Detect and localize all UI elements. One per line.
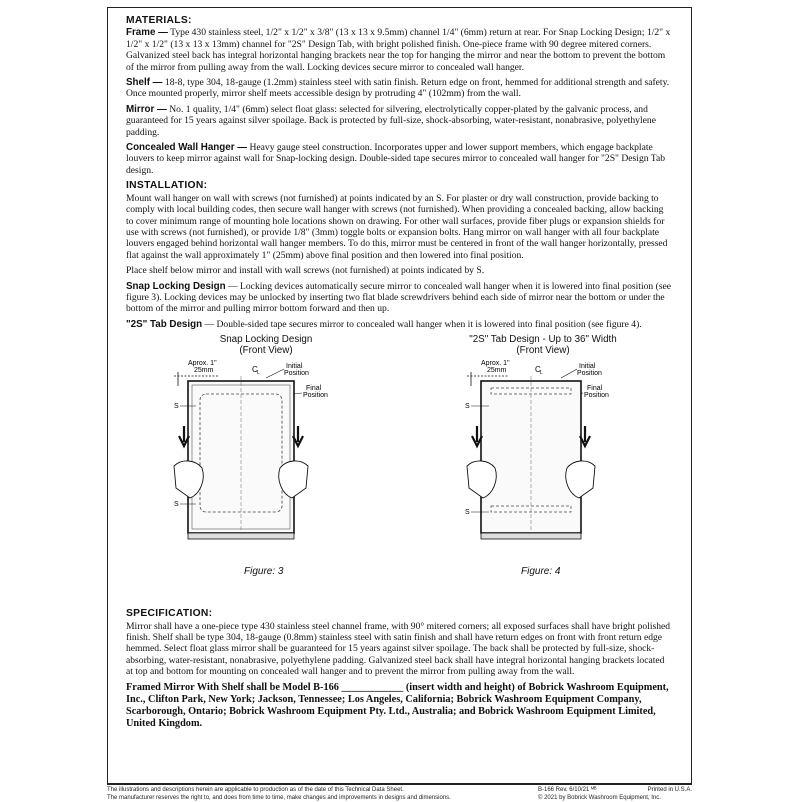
footer-copyright: © 2021 by Bobrick Washroom Equipment, Inc.	[538, 795, 692, 802]
tab-paragraph	[126, 319, 673, 330]
tab-label: "2S" Tab Design	[126, 319, 202, 330]
snap-label: Snap Locking Design	[126, 281, 226, 292]
fig3-aprox1: Aprox. 1"	[188, 360, 217, 367]
hanger-label: Concealed Wall Hanger —	[126, 142, 247, 153]
fig4-final1: Final	[587, 385, 603, 392]
fig3-initial1: Initial	[286, 363, 303, 370]
fig3-s-top: S	[174, 403, 179, 410]
fig4-title-1: "2S" Tab Design - Up to 36" Width	[443, 334, 643, 345]
installation-paragraph-1: Mount wall hanger on wall with screws (not furnished) at points indicated by an S. For plaster or dry wall construction, provide backing to comply with local building codes, then secure wall hanger with screws (not furnished). When providing a concealed backing, allow backing to cover minimum range of mounting hole locations shown on drawing. For other wall surfaces, provide fiber plugs or expansion shields for use with screws (not furnished), or provide 1/8" (3mm) toggle bolts or expansion bolts. Hang mirror on wall hanger with all four backplate louvers engaged behind horizontal wall hanger members. To do this, mirror must be centered in front of the wall hanger horizontally, pressed flat against the wall approximately 1" (25mm) above final position and then lowered into final position.	[126, 193, 673, 261]
fig4-s-top: S	[465, 403, 470, 410]
footer-rev-sup: ᴹᴮ	[591, 787, 597, 793]
footer-printed: Printed in U.S.A.	[648, 787, 692, 795]
fig3-title-2: (Front View)	[166, 345, 366, 356]
figure-4	[443, 334, 643, 556]
installation-heading: INSTALLATION:	[126, 180, 673, 191]
fig3-final1: Final	[306, 385, 322, 392]
fig3-drawing	[166, 356, 366, 556]
installation-paragraph-2: Place shelf below mirror and install with wall screws (not furnished) at points indicated by S.	[126, 265, 673, 276]
shelf-label: Shelf —	[126, 77, 162, 88]
fig4-title-2: (Front View)	[443, 345, 643, 356]
footer-left-line-1: The illustrations and descriptions herein are applicable to production as of the date of this Technical Data Sheet.	[107, 787, 451, 795]
fig3-cl: C	[252, 365, 258, 374]
fig3-cl-sub: L	[257, 370, 260, 376]
figures-area	[126, 334, 673, 606]
fig4-drawing	[443, 356, 643, 556]
footer-rev-line	[538, 787, 692, 795]
specification-text: Mirror shall have a one-piece type 430 stainless steel channel frame, with 90° mitered corners; all exposed surfaces shall have bright polished finish. Shelf shall be type 304, 18-gauge (0.8mm) stainless steel with satin finish and shall have return edges on front with front return edge hemmed. Select float glass mirror shall be guaranteed for 15 years against silver spoilage. The back shall be protected by full-size, shock-absorbing, water-resistant, nonabrasive, polyethylene padding. Galvanized steel back shall have integral horizontal hanging brackets located at top and bottom for mounting on concealed wall hanger and to prevent the mirror from pulling away from the wall.	[126, 621, 673, 678]
mirror-label: Mirror —	[126, 104, 167, 115]
snap-paragraph	[126, 281, 673, 315]
mirror-paragraph	[126, 104, 673, 138]
frame-paragraph	[126, 27, 673, 73]
technical-data-sheet	[107, 7, 692, 784]
figure-3	[166, 334, 366, 556]
fig4-final2: Position	[584, 392, 609, 399]
fig4-cl-sub: L	[540, 370, 543, 376]
shelf-paragraph	[126, 77, 673, 100]
tab-text: — Double-sided tape secures mirror to concealed wall hanger when it is lowered into final position (see figure 4).	[204, 319, 641, 330]
mirror-text: No. 1 quality, 1/4" (6mm) select float glass: selected for silvering, electrolytically copper-plated by the galvanic process, and guaranteed for 15 years against silver spoilage. Back is protected by full-size, shock-absorbing, water-resistant, nonabrasive, polyethylene padding.	[126, 104, 656, 138]
fig4-caption: Figure: 4	[521, 566, 560, 577]
frame-text: Type 430 stainless steel, 1/2" x 1/2" x 3/8" (13 x 13 x 9.5mm) channel 1/4" (6mm) return at rear. For Snap Locking Design; 1/2" x 1/2" x 1/2" (13 x 13 x 13mm) channel for "2S" Design Tab, with bright polished finish. One-piece frame with 90 degree mitered corners. Galvanized steel back has integral horizontal hanging brackets near the top for hanging the mirror and near the bottom to prevent the bottom of the mirror from pulling away from the wall. Locking devices secure mirror to concealed wall hanger.	[126, 27, 670, 72]
fig4-aprox2: 25mm	[487, 367, 507, 374]
fig4-cl: C	[535, 365, 541, 374]
fig3-initial2: Position	[284, 370, 309, 377]
frame-label: Frame —	[126, 27, 168, 38]
fig4-initial1: Initial	[579, 363, 596, 370]
fig4-aprox1: Aprox. 1"	[481, 360, 510, 367]
fig3-aprox2: 25mm	[194, 367, 214, 374]
fig4-initial2: Position	[577, 370, 602, 377]
materials-heading: MATERIALS:	[126, 15, 673, 26]
hanger-paragraph	[126, 142, 673, 176]
footer-divider	[107, 784, 692, 785]
fig3-final2: Position	[303, 392, 328, 399]
fig4-s-bottom: S	[465, 509, 470, 516]
fig3-caption: Figure: 3	[244, 566, 283, 577]
hanger-text: Heavy gauge steel construction. Incorporates upper and lower support members, which engage backplate louvers to keep mirror against wall for Snap-locking design. Double-sided tape secures mirror to concealed wall hanger for "2S" Design Tab design.	[126, 142, 665, 176]
specification-heading: SPECIFICATION:	[126, 608, 673, 619]
shelf-text: 18-8, type 304, 18-gauge (1.2mm) stainless steel with satin finish. Return edge on front, hemmed for additional strength and safety. Once mounted properly, mirror shelf meets accessible design by protruding 4" (102mm) from the wall.	[126, 77, 669, 99]
snap-text: — Locking devices automatically secure mirror to concealed wall hanger when it is lowered into final position (see figure 3). Locking devices may be unlocked by inserting two flat blade screwdrivers behind each side of mirror near the bottom or under the bottom of the mirror and pulling mirror bottom forward and then up.	[126, 281, 671, 315]
fig3-title-1: Snap Locking Design	[166, 334, 366, 345]
footer-rev: B-166 Rev. 6/10/21	[538, 787, 589, 793]
model-specification: Framed Mirror With Shelf shall be Model B-166 ____________ (insert width and height) of Bobrick Washroom Equipment, Inc., Clifton Park, New York; Jackson, Tennessee; Los Angeles, California; Bobrick Washroom Equipment Company, Scarborough, Ontario; Bobrick Washroom Equipment Pty. Ltd., Australia; and Bobrick Washroom Equipment Limited, United Kingdom.	[126, 682, 673, 730]
footer-left-line-2: The manufacturer reserves the right to, and does from time to time, make changes and improvements in designs and dimensions.	[107, 795, 451, 802]
fig3-s-bottom: S	[174, 501, 179, 508]
